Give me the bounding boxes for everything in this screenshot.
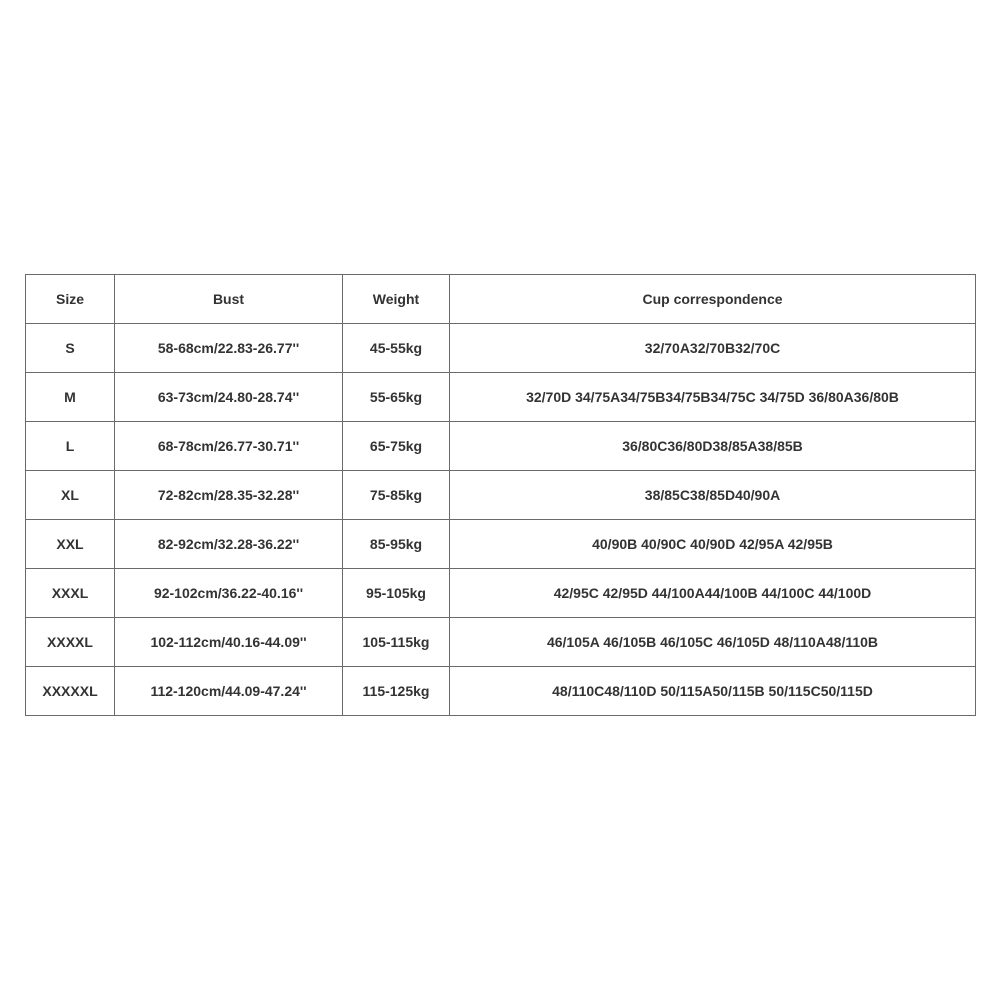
cell-weight: 95-105kg — [343, 569, 450, 618]
cell-weight: 65-75kg — [343, 422, 450, 471]
cell-cup: 38/85C38/85D40/90A — [450, 471, 976, 520]
table-row — [26, 324, 976, 373]
table-row — [26, 373, 976, 422]
cell-weight: 55-65kg — [343, 373, 450, 422]
header-size: Size — [26, 275, 115, 324]
cell-cup: 42/95C 42/95D 44/100A44/100B 44/100C 44/100D — [450, 569, 976, 618]
cell-weight: 115-125kg — [343, 667, 450, 716]
table-row — [26, 569, 976, 618]
cell-size: XXL — [26, 520, 115, 569]
cell-weight: 85-95kg — [343, 520, 450, 569]
cell-size: XXXL — [26, 569, 115, 618]
cell-size: XXXXXL — [26, 667, 115, 716]
table-header-row — [26, 275, 976, 324]
table-row — [26, 618, 976, 667]
size-chart-table — [25, 274, 976, 716]
cell-cup: 32/70A32/70B32/70C — [450, 324, 976, 373]
cell-bust: 92-102cm/36.22-40.16'' — [115, 569, 343, 618]
cell-bust: 63-73cm/24.80-28.74'' — [115, 373, 343, 422]
header-weight: Weight — [343, 275, 450, 324]
cell-cup: 46/105A 46/105B 46/105C 46/105D 48/110A48/110B — [450, 618, 976, 667]
cell-size: S — [26, 324, 115, 373]
cell-bust: 82-92cm/32.28-36.22'' — [115, 520, 343, 569]
cell-size: L — [26, 422, 115, 471]
cell-weight: 45-55kg — [343, 324, 450, 373]
table-row — [26, 422, 976, 471]
cell-cup: 40/90B 40/90C 40/90D 42/95A 42/95B — [450, 520, 976, 569]
table-row — [26, 520, 976, 569]
cell-bust: 72-82cm/28.35-32.28'' — [115, 471, 343, 520]
cell-cup: 48/110C48/110D 50/115A50/115B 50/115C50/115D — [450, 667, 976, 716]
header-cup-correspondence: Cup correspondence — [450, 275, 976, 324]
cell-bust: 68-78cm/26.77-30.71'' — [115, 422, 343, 471]
cell-size: XXXXL — [26, 618, 115, 667]
cell-bust: 112-120cm/44.09-47.24'' — [115, 667, 343, 716]
table-row — [26, 471, 976, 520]
table-row — [26, 667, 976, 716]
cell-bust: 58-68cm/22.83-26.77'' — [115, 324, 343, 373]
cell-weight: 105-115kg — [343, 618, 450, 667]
header-bust: Bust — [115, 275, 343, 324]
cell-weight: 75-85kg — [343, 471, 450, 520]
cell-bust: 102-112cm/40.16-44.09'' — [115, 618, 343, 667]
cell-cup: 36/80C36/80D38/85A38/85B — [450, 422, 976, 471]
cell-size: M — [26, 373, 115, 422]
cell-cup: 32/70D 34/75A34/75B34/75B34/75C 34/75D 36/80A36/80B — [450, 373, 976, 422]
cell-size: XL — [26, 471, 115, 520]
